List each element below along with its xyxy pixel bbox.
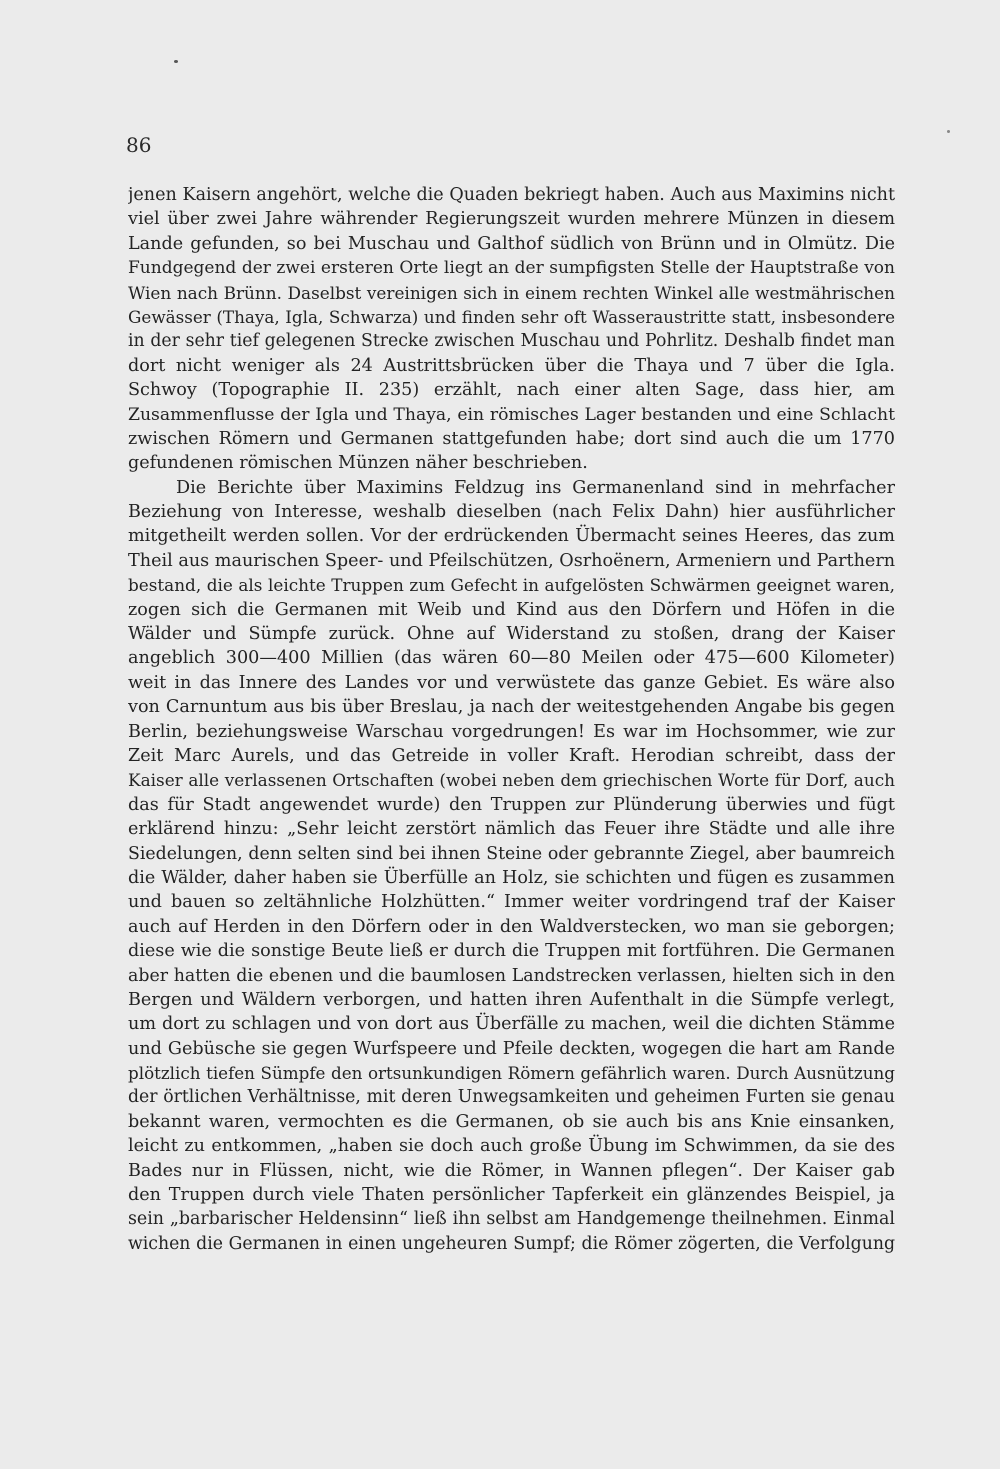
text-line: zwischen Römern und Germanen stattgefunden habe; dort sind auch die um 1770	[128, 428, 895, 449]
text-line: plötzlich tiefen Sümpfe den ortsunkundigen Römern gefährlich waren. Durch Ausnützung	[128, 1063, 895, 1084]
text-line: mitgetheilt werden sollen. Vor der erdrückenden Übermacht seines Heeres, das zum	[128, 526, 895, 547]
text-line: Zeit Marc Aurels, und das Getreide in voller Kraft. Herodian schreibt, dass der	[128, 745, 895, 766]
page-number: 86	[126, 133, 152, 157]
text-line: wichen die Germanen in einen ungeheuren Sumpf; die Römer zögerten, die Verfolgung	[128, 1233, 895, 1254]
text-line: das für Stadt angewendet wurde) den Truppen zur Plünderung überwies und fügt	[128, 794, 895, 815]
text-line: Bergen und Wäldern verborgen, und hatten ihren Aufenthalt in die Sümpfe verlegt,	[128, 989, 895, 1010]
text-line: Kaiser alle verlassenen Ortschaften (wobei neben dem griechischen Worte für Dorf, auch	[128, 770, 895, 791]
text-line: Wälder und Sümpfe zurück. Ohne auf Widerstand zu stoßen, drang der Kaiser	[128, 624, 895, 645]
text-line: zogen sich die Germanen mit Weib und Kind aus den Dörfern und Höfen in die	[128, 599, 895, 620]
text-line: leicht zu entkommen, „haben sie doch auch große Übung im Schwimmen, da sie des	[128, 1136, 895, 1157]
text-line: bestand, die als leichte Truppen zum Gefecht in aufgelösten Schwärmen geeignet waren,	[128, 575, 895, 596]
text-line: diese wie die sonstige Beute ließ er durch die Truppen mit fortführen. Die Germanen	[128, 941, 895, 962]
text-line: Berlin, beziehungsweise Warschau vorgedrungen! Es war im Hochsommer, wie zur	[128, 721, 895, 742]
text-line: dort nicht weniger als 24 Austrittsbrücken über die Thaya und 7 über die Igla.	[128, 355, 895, 376]
text-line: Wien nach Brünn. Daselbst vereinigen sich in einem rechten Winkel alle westmährischen	[128, 282, 895, 303]
text-line: um dort zu schlagen und von dort aus Überfälle zu machen, weil die dichten Stämme	[128, 1014, 895, 1035]
text-line: und Gebüsche sie gegen Wurfspeere und Pfeile deckten, wogegen die hart am Rande	[128, 1038, 895, 1059]
text-line: Gewässer (Thaya, Igla, Schwarza) und finden sehr oft Wasseraustritte statt, insbesondere	[128, 306, 895, 327]
text-line: bekannt waren, vermochten es die Germanen, ob sie auch bis ans Knie einsanken,	[128, 1111, 895, 1132]
text-line: Theil aus maurischen Speer- und Pfeilschützen, Osrhoënern, Armeniern und Parthern	[128, 550, 895, 571]
text-line: aber hatten die ebenen und die baumlosen Landstrecken verlassen, hielten sich in den	[128, 965, 895, 986]
text-line: jenen Kaisern angehört, welche die Quaden bekriegt haben. Auch aus Maximins nicht	[128, 185, 895, 205]
text-line: Lande gefunden, so bei Muschau und Galthof südlich von Brünn und in Olmütz. Die	[128, 233, 895, 254]
text-line: der örtlichen Verhältnisse, mit deren Unwegsamkeiten und geheimen Furten sie genau	[128, 1087, 895, 1108]
text-line: Beziehung von Interesse, weshalb dieselben (nach Felix Dahn) hier ausführlicher	[128, 502, 895, 523]
text-line: den Truppen durch viele Thaten persönlicher Tapferkeit ein glänzendes Beispiel, ja	[128, 1185, 895, 1206]
text-line: Schwoy (Topographie II. 235) erzählt, nach einer alten Sage, dass hier, am	[128, 380, 895, 401]
ink-speck	[174, 60, 178, 63]
text-line: die Wälder, daher haben sie Überfülle an Holz, sie schichten und fügen es zusammen	[128, 867, 895, 888]
text-line: Fundgegend der zwei ersteren Orte liegt an der sumpfigsten Stelle der Hauptstraße von	[128, 258, 895, 279]
text-line: in der sehr tief gelegenen Strecke zwischen Muschau und Pohrlitz. Deshalb findet man	[128, 331, 895, 352]
text-line: Bades nur in Flüssen, nicht, wie die Römer, in Wannen pflegen“. Der Kaiser gab	[128, 1160, 895, 1181]
text-line: gefundenen römischen Münzen näher beschrieben.	[128, 453, 588, 474]
text-line: von Carnuntum aus bis über Breslau, ja nach der weitestgehenden Angabe bis gegen	[128, 697, 895, 718]
text-line: erklärend hinzu: „Sehr leicht zerstört nämlich das Feuer ihre Städte und alle ihre	[128, 819, 895, 840]
text-line: angeblich 300—400 Millien (das wären 60—80 Meilen oder 475—600 Kilometer)	[128, 648, 895, 669]
text-line: und bauen so zeltähnliche Holzhütten.“ Immer weiter vordringend traf der Kaiser	[128, 892, 895, 913]
body-text	[128, 183, 895, 1256]
text-line: weit in das Innere des Landes vor und verwüstete das ganze Gebiet. Es wäre also	[128, 672, 895, 693]
text-line: Siedelungen, denn selten sind bei ihnen Steine oder gebrannte Ziegel, aber baumreich	[128, 843, 895, 864]
text-line: auch auf Herden in den Dörfern oder in den Waldverstecken, wo man sie geborgen;	[128, 916, 895, 937]
text-line: viel über zwei Jahre währender Regierungszeit wurden mehrere Münzen in diesem	[128, 209, 895, 230]
text-line: sein „barbarischer Heldensinn“ ließ ihn selbst am Handgemenge theilnehmen. Einmal	[128, 1209, 895, 1230]
paragraph-start-line: Die Berichte über Maximins Feldzug ins Germanenland sind in mehrfacher	[176, 477, 895, 498]
ink-speck	[947, 130, 950, 133]
text-line: Zusammenflusse der Igla und Thaya, ein römisches Lager bestanden und eine Schlacht	[128, 404, 895, 425]
